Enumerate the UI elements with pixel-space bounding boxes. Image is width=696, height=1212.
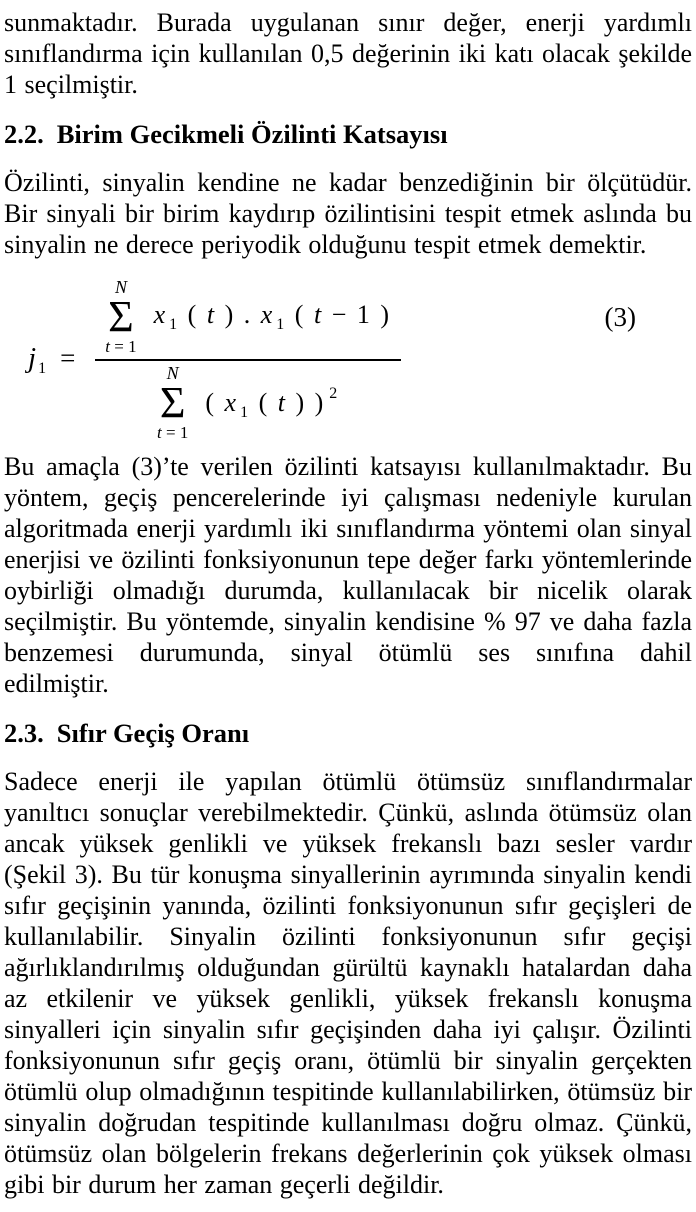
numerator-expression: x $_1$ ( t ) . x $_1$ ( t − 1 ) <box>153 300 392 334</box>
fraction-numerator <box>95 278 401 356</box>
paragraph-autocorrelation-intro: Özilinti, sinyalin kendine ne kadar benzediğinin bir ölçütüdür. Bir sinyali bir birim kaydırıp özilintisini tespit etmek aslında bu sinyalin ne derece periyodik olduğunu tespit etmek demektir. <box>4 168 692 259</box>
section-heading-2-2 <box>4 118 692 151</box>
fraction-denominator <box>147 364 349 442</box>
section-number: 2.2. <box>4 119 44 149</box>
fraction-bar <box>95 359 401 361</box>
sum-lower-limit: t = 1 <box>105 336 137 356</box>
sigma-icon: Σ <box>159 378 186 428</box>
sum-upper-limit: N <box>114 277 127 297</box>
section-number: 2.3. <box>4 717 44 748</box>
sum-upper-limit: N <box>166 363 179 384</box>
section-title: Birim Gecikmeli Özilinti Katsayısı <box>56 119 448 149</box>
paragraph-threshold: sunmaktadır. Burada uygulanan sınır değer, enerji yardımlı sınıflandırma için kullanılan 0,5 değerinin iki katı olacak şekilde 1 seçilmiştir. <box>4 8 692 99</box>
equation-number: (3) <box>604 302 636 332</box>
equation-lhs <box>28 342 75 378</box>
section-title: Sıfır Geçiş Oranı <box>56 717 250 748</box>
sum-operator <box>105 278 136 356</box>
equation-lhs-variable: j <box>28 342 37 375</box>
section-heading-2-3 <box>4 717 692 750</box>
paragraph-method-usage: Bu amaçla (3)’te verilen özilinti katsayısı kullanılmaktadır. Bu yöntem, geçiş pencerelerinde iyi çalışması nedeniyle kurulan algoritmada enerji yardımlı iki sınıflandırma yöntemi olan sinyal enerjisi ve özilinti fonksiyonunun tepe değer farkı yöntemlerinde oybirliği olmadığı durumda, kullanılacak bir nicelik olarak seçilmiştir. Bu yöntemde, sinyalin kendisine % 97 ve daha fazla benzemesi durumunda, sinyal ötümlü ses sınıfına dahil edilmiştir. <box>4 451 692 698</box>
sum-operator <box>157 364 188 442</box>
equals-sign: = <box>60 343 76 374</box>
equation-lhs-subscript: 1 <box>38 360 47 378</box>
sigma-icon: Σ <box>108 292 134 341</box>
paragraph-zero-crossing: Sadece enerji ile yapılan ötümlü ötümsüz sınıflandırmalar yanıltıcı sonuçlar verebilmektedir. Çünkü, aslında ötümsüz olan ancak yüksek genlikli ve yüksek frekanslı bazı sesler vardır (Şekil 3). Bu tür konuşma sinyallerinin ayrımında sinyalin kendi sıfır geçişinin yanında, özilinti fonksiyonunun sıfır geçişleri de kullanılabilir. Sinyalin özilinti fonksiyonunun sıfır geçişi ağırlıklandırılmış olduğundan gürültü kaynaklı hatalardan daha az etkilenir ve yüksek genlikli, yüksek frekanslı konuşma sinyalleri için sinyalin sıfır geçişinden daha iyi çalışır. Özilinti fonksiyonunun sıfır geçiş oranı, ötümlü bir sinyalin gerçekten ötümlü olup olmadığının tespitinde kullanılabilirken, ötümsüz bir sinyalin doğrudan tespitinde kullanılması doğru olmaz. Çünkü, ötümsüz olan bölgelerin frekans değerlerinin çok yüksek olması gibi bir durum her zaman geçerli değildir. <box>4 766 692 1199</box>
sum-lower-limit: t = 1 <box>157 423 189 443</box>
equation-block <box>4 278 692 443</box>
equation-fraction <box>95 278 401 443</box>
denominator-expression: ( x $_1$ ( t ) ) $^2$ <box>205 385 340 422</box>
